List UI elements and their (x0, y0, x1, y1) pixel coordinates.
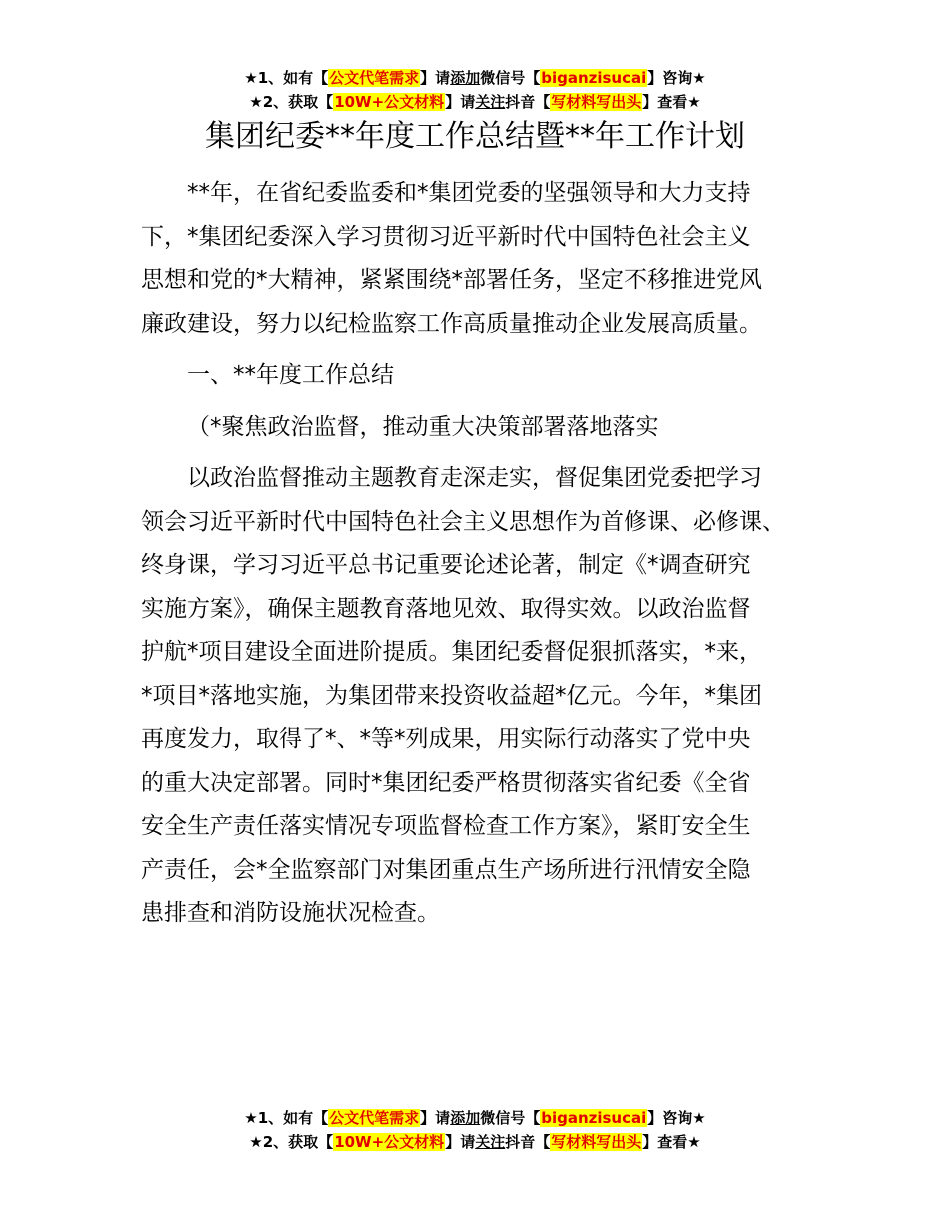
banner-text: 关注 (475, 93, 506, 111)
text-line: *项目*落地实施，为集团带来投资收益超*亿元。今年，*集团 (141, 682, 762, 709)
banner-text: 】请 (420, 1109, 451, 1127)
text-line: 再度发力，取得了*、*等*列成果，用实际行动落实了党中央 (141, 726, 751, 752)
document-title: 集团纪委**年度工作总结暨**年工作计划 (205, 119, 745, 154)
text-line: 廉政建设，努力以纪检监察工作高质量推动企业发展高质量。 (141, 310, 762, 337)
banner-line-2 (0, 90, 950, 114)
banner-text: 添加 (450, 1109, 481, 1127)
text-line: 领会习近平新时代中国特色社会主义思想作为首修课、必修课、 (141, 508, 785, 535)
text-line: 终身课，学习习近平总书记重要论述论著，制定《*调查研究 (141, 552, 751, 578)
text-line: 下，*集团纪委深入学习贯彻习近平新时代中国特色社会主义 (141, 223, 751, 250)
text-line: 患排查和消防设施状况检查。 (141, 900, 440, 926)
banner-text: ★1、如有【 (244, 69, 329, 87)
intro-paragraph (141, 172, 831, 346)
highlight-materials: 10W+公文材料 (334, 93, 445, 111)
banner-text: 微信号【 (480, 69, 541, 87)
text-line: 产责任，会*全监察部门对集团重点生产场所进行汛情安全隐 (141, 856, 751, 883)
banner-text: 】查看★ (642, 1133, 701, 1151)
banner-text: 添加 (450, 69, 481, 87)
banner-text: 】查看★ (642, 93, 701, 111)
highlight-douyin: 写材料写出头 (551, 1133, 642, 1151)
subsection-heading: （*聚焦政治监督，推动重大决策部署落地落实 (187, 413, 659, 440)
banner-text: 微信号【 (480, 1109, 541, 1127)
banner-text: 】请 (445, 93, 476, 111)
section-heading: 一、**年度工作总结 (187, 362, 394, 388)
text-line: 护航*项目建设全面进阶提质。集团纪委督促狠抓落实，*来， (141, 639, 762, 665)
text-line: **年，在省纪委监委和*集团党委的坚强领导和大力支持 (187, 180, 751, 206)
header-banner (0, 66, 950, 114)
banner-text: 抖音【 (505, 1133, 551, 1151)
highlight-douyin: 写材料写出头 (551, 93, 642, 111)
footer-banner (0, 1106, 950, 1154)
banner-line-1 (0, 66, 950, 90)
document-body (141, 172, 831, 936)
highlight-service: 公文代笔需求 (329, 1109, 420, 1127)
banner-text: 抖音【 (505, 93, 551, 111)
highlight-materials: 10W+公文材料 (334, 1133, 445, 1151)
highlight-service: 公文代笔需求 (329, 69, 420, 87)
text-line: 的重大决定部署。同时*集团纪委严格贯彻落实省纪委《全省 (141, 769, 751, 796)
banner-text: 】咨询★ (647, 69, 706, 87)
banner-line-1 (0, 1106, 950, 1130)
text-line: 思想和党的*大精神，紧紧围绕*部署任务，坚定不移推进党风 (141, 267, 762, 293)
summary-paragraph (141, 457, 831, 936)
highlight-wechat-id: biganzisucai (541, 69, 647, 87)
banner-text: 】咨询★ (647, 1109, 706, 1127)
text-line: 安全生产责任落实情况专项监督检查工作方案》，紧盯安全生 (141, 813, 751, 839)
banner-line-2 (0, 1130, 950, 1154)
banner-text: ★2、获取【 (249, 93, 334, 111)
highlight-wechat-id: biganzisucai (541, 1109, 647, 1127)
banner-text: 】请 (445, 1133, 476, 1151)
banner-text: ★2、获取【 (249, 1133, 334, 1151)
text-line: 以政治监督推动主题教育走深走实，督促集团党委把学习 (187, 465, 762, 491)
text-line: 实施方案》，确保主题教育落地见效、取得实效。以政治监督 (141, 595, 751, 622)
banner-text: 关注 (475, 1133, 506, 1151)
banner-text: 】请 (420, 69, 451, 87)
banner-text: ★1、如有【 (244, 1109, 329, 1127)
